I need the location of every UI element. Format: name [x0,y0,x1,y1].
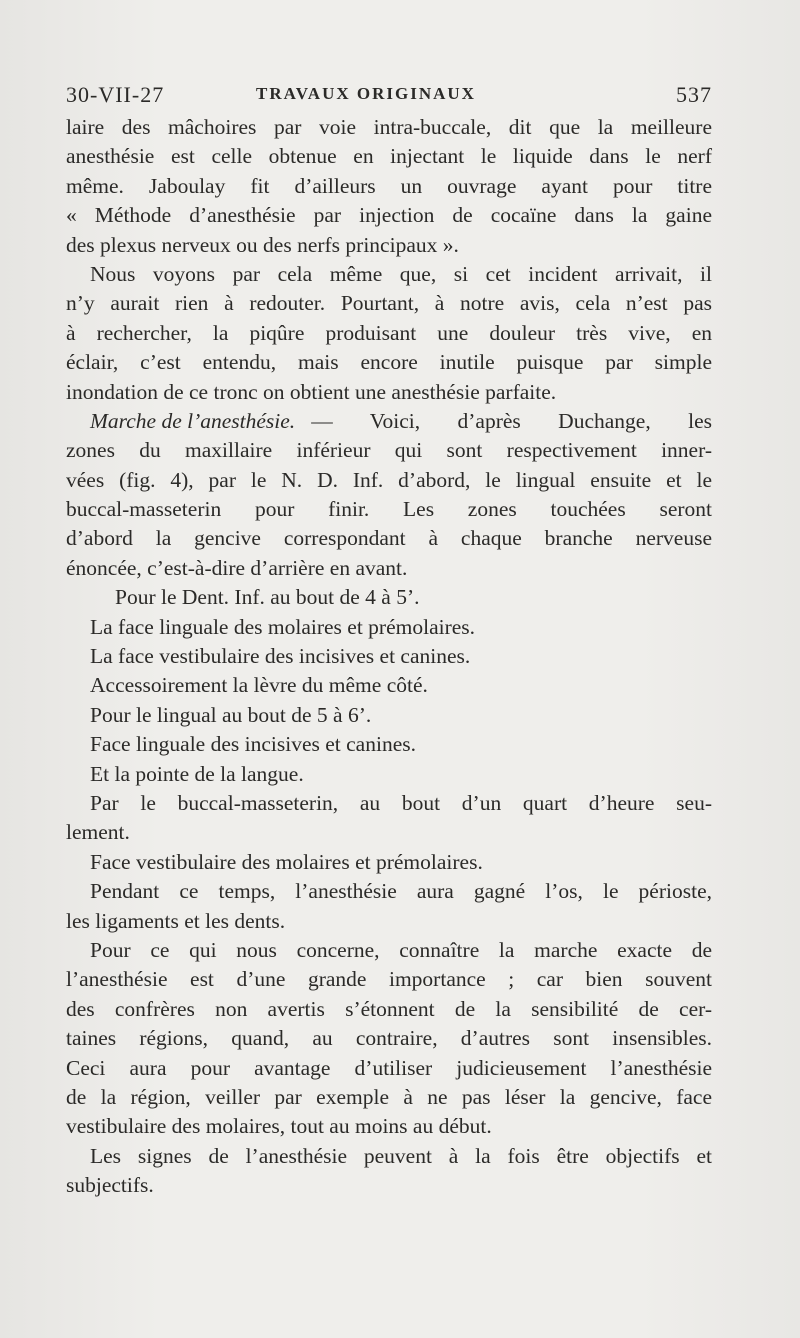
text-line: Et la pointe de la langue. [90,761,304,786]
text-line: « Méthode d’anesthésie par injection de cocaïne dans la gaine [66,203,712,228]
text-line: Pour ce qui nous concerne, connaître la marche exacte de [90,937,712,962]
text-line: Par le buccal-masseterin, au bout d’un quart d’heure seu- [90,790,712,815]
text-line: Pendant ce temps, l’anesthésie aura gagné l’os, le périoste, [90,879,712,904]
text-line: vées (fig. 4), par le N. D. Inf. d’abord, le lingual ensuite et le [66,467,712,492]
text-line: éclair, c’est entendu, mais encore inutile puisque par simple [66,350,712,375]
text-line: La face linguale des molaires et prémolaires. [90,614,476,639]
section-heading: Marche de l’anesthésie. [90,408,296,433]
text-line: Pour le Dent. Inf. au bout de 4 à 5’. [115,585,420,610]
text-line: d’abord la gencive correspondant à chaque branche nerveuse [66,526,712,551]
text-line: Face linguale des incisives et canines. [90,732,416,757]
section-line [66,407,712,436]
text-line: de la région, veiller par exemple à ne pas léser la gencive, face [66,1084,712,1109]
text-line: laire des mâchoires par voie intra-buccale, dit que la meilleure [66,115,712,139]
text-line: subjectifs. [66,1173,154,1198]
text-line: Pour le lingual au bout de 5 à 6’. [90,702,372,727]
body-text [66,113,712,1200]
text-line: des confrères non avertis s’étonnent de la sensibilité de cer- [66,996,712,1021]
running-header [66,78,712,112]
text-line: n’y aurait rien à redouter. Pourtant, à notre avis, cela n’est pas [66,291,712,316]
header-title: TRAVAUX ORIGINAUX [256,84,476,103]
text-line: l’anesthésie est d’une grande importance ; car bien souvent [66,967,712,992]
text-line: énoncée, c’est-à-dire d’arrière en avant. [66,555,408,580]
text-line: lement. [66,820,130,845]
text-line: buccal-masseterin pour finir. Les zones touchées seront [66,497,712,522]
text-line: Face vestibulaire des molaires et prémolaires. [90,849,483,874]
text-line: à rechercher, la piqûre produisant une douleur très vive, en [66,320,712,345]
text-line: même. Jaboulay fit d’ailleurs un ouvrage ayant pour titre [66,173,712,198]
text-line: taines régions, quand, au contraire, d’autres sont insensibles. [66,1026,712,1051]
text-line: des plexus nerveux ou des nerfs principaux ». [66,232,459,257]
text-line: les ligaments et les dents. [66,908,286,933]
header-date: 30-VII-27 [66,82,165,107]
text-line: Les signes de l’anesthésie peuvent à la fois être objectifs et [90,1143,712,1168]
text-line: inondation de ce tronc on obtient une anesthésie parfaite. [66,379,557,404]
section-line-text: — Voici, d’après Duchange, les [311,408,712,433]
text-line: Ceci aura pour avantage d’utiliser judicieusement l’anesthésie [66,1055,712,1080]
text-line: Nous voyons par cela même que, si cet incident arrivait, il [90,261,712,286]
text-line: vestibulaire des molaires, tout au moins au début. [66,1114,492,1139]
text-line: La face vestibulaire des incisives et canines. [90,644,471,669]
page-number: 537 [676,82,712,107]
text-line: anesthésie est celle obtenue en injectant le liquide dans le nerf [66,144,712,169]
text-line: zones du maxillaire inférieur qui sont respectivement inner- [66,438,712,463]
text-line: Accessoirement la lèvre du même côté. [90,673,428,698]
